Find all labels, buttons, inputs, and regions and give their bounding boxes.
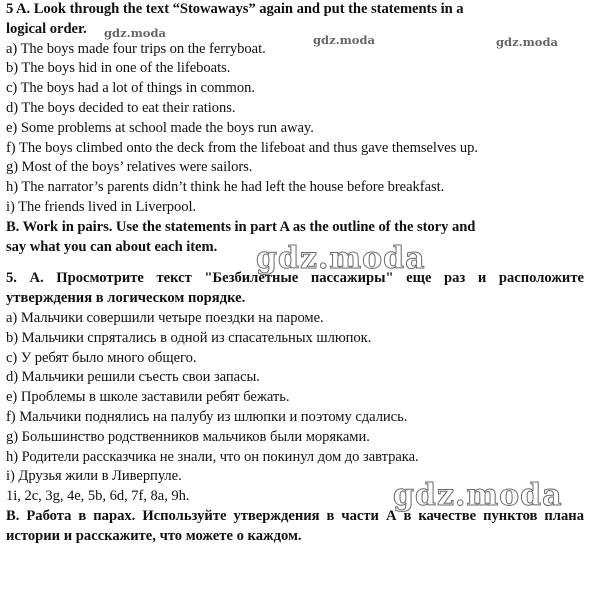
statement-en-i: i) The friends lived in Liverpool. <box>6 198 197 215</box>
statement-ru-c: c) У ребят было много общего. <box>6 349 197 366</box>
statement-en-d: d) The boys decided to eat their rations. <box>6 99 236 116</box>
statement-en-a: a) The boys made four trips on the ferryboat. <box>6 40 266 57</box>
part-b-en-line1: B. Work in pairs. Use the statements in part A as the outline of the story and <box>6 218 476 235</box>
statement-ru-i: i) Друзья жили в Ливерпуле. <box>6 468 182 485</box>
statement-ru-d: d) Мальчики решили съесть свои запасы. <box>6 369 260 386</box>
statement-ru-e: e) Проблемы в школе заставили ребят бежать. <box>6 389 290 406</box>
statement-en-b: b) The boys hid in one of the lifeboats. <box>6 60 231 77</box>
statement-en-h: h) The narrator’s parents didn’t think he had left the house before breakfast. <box>6 179 445 196</box>
statement-en-e: e) Some problems at school made the boys run away. <box>6 119 314 136</box>
part-b-ru: В. Работа в парах. Используйте утверждения в части А в качестве пунктов плана истории и расскажите, что можете о каждом. <box>6 507 584 544</box>
statement-ru-g: g) Большинство родственников мальчиков были моряками. <box>6 428 370 445</box>
exercise-heading-ru: 5. А. Просмотрите текст "Безбилетные пассажиры" еще раз и расположите утверждения в логическом порядке. <box>6 270 584 307</box>
statement-ru-h: h) Родители рассказчика не знали, что он покинул дом до завтрака. <box>6 448 419 465</box>
watermark-large: gdz.moda <box>256 241 426 276</box>
part-b-en-line2: say what you can about each item. <box>6 238 218 255</box>
watermark-large: gdz.moda <box>393 478 563 513</box>
exercise-heading-en-line1: 5 A. Look through the text “Stowaways” again and put the statements in a <box>6 1 464 17</box>
statement-ru-f: f) Мальчики поднялись на палубу из шлюпки и поэтому сдались. <box>6 408 408 425</box>
statement-en-c: c) The boys had a lot of things in common. <box>6 80 255 97</box>
answer-key: 1i, 2c, 3g, 4e, 5b, 6d, 7f, 8a, 9h. <box>6 488 190 505</box>
statement-ru-a: а) Мальчики совершили четыре поездки на пароме. <box>6 309 324 326</box>
statement-en-g: g) Most of the boys’ relatives were sailors. <box>6 159 253 176</box>
watermark-small: gdz.moda <box>104 26 166 40</box>
watermark-small: gdz.moda <box>496 35 558 49</box>
statement-ru-b: b) Мальчики спрятались в одной из спасательных шлюпок. <box>6 329 372 346</box>
watermark-small: gdz.moda <box>313 33 375 47</box>
statement-en-f: f) The boys climbed onto the deck from the lifeboat and thus gave themselves up. <box>6 139 478 156</box>
exercise-heading-en-line2: logical order. <box>6 20 87 37</box>
